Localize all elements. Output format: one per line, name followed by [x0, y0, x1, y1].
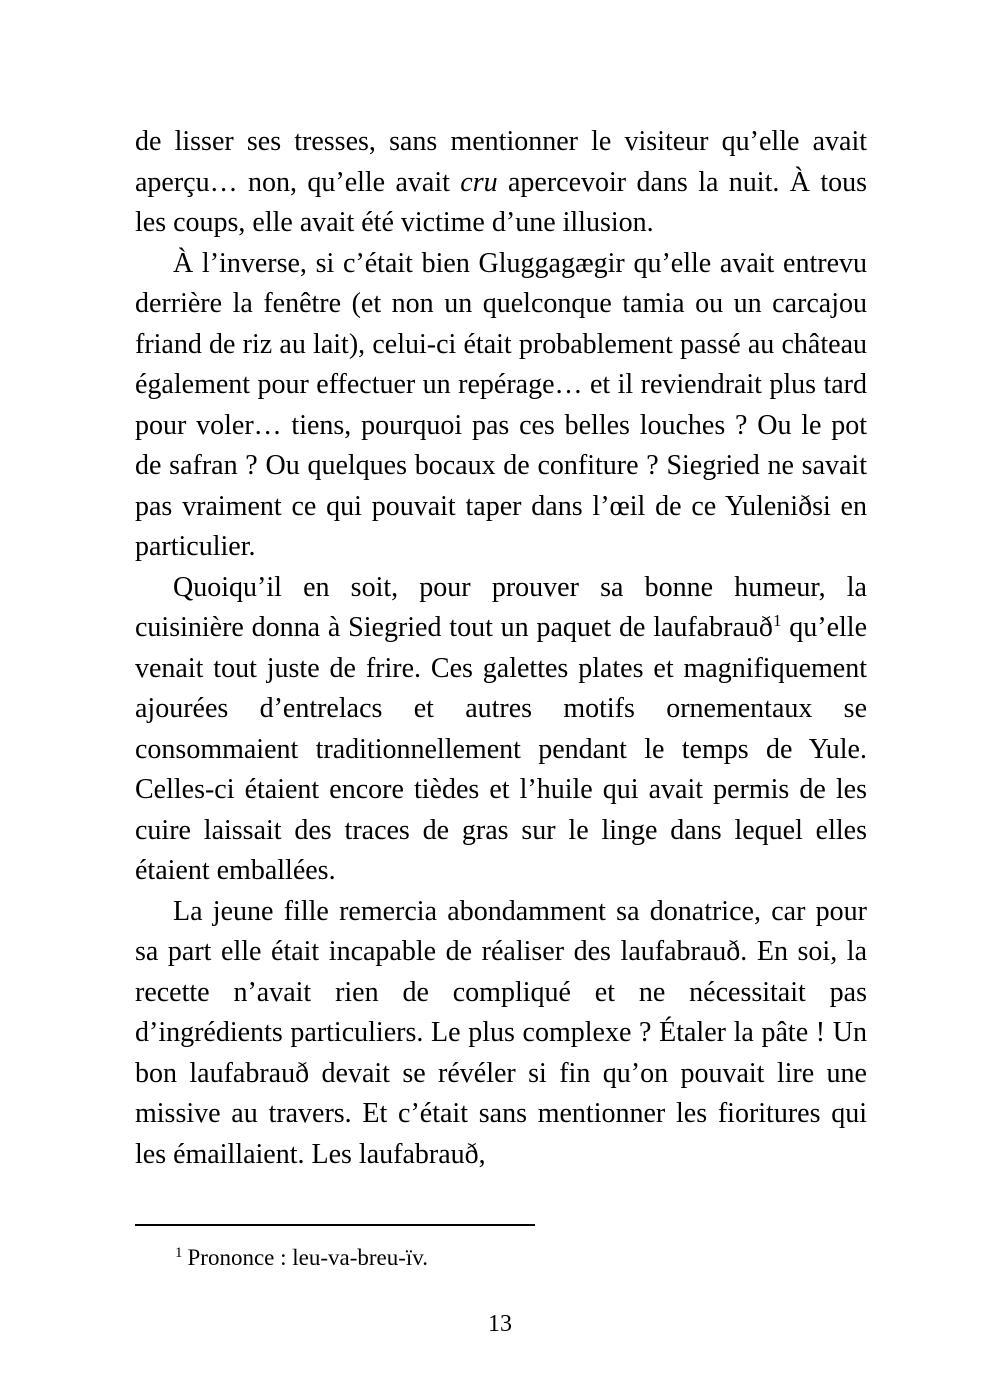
paragraph-1-emphasis: cru [460, 166, 498, 198]
body-text [135, 122, 867, 1175]
paragraph-4: La jeune fille remercia abondamment sa donatrice, car pour sa part elle était incapable de réaliser des laufabrauð. En soi, la recette n’avait rien de compliqué et ne nécessitait pas d’ingrédients particuliers. Le plus complexe ? Étaler la pâte ! Un bon laufabrauð devait se révéler si fin qu’on pouvait lire une missive au travers. Et c’était sans mentionner les fioritures qui les émaillaient. Les laufabrauð, [135, 895, 867, 1170]
footnote-reference: 1 [772, 611, 782, 630]
paragraph-1 [135, 122, 867, 244]
page-number: 13 [488, 1311, 512, 1337]
paragraph-2: À l’inverse, si c’était bien Gluggagægir qu’elle avait entrevu derrière la fenêtre (et non un quelconque tamia ou un carcajou friand de riz au lait), celui-ci était probablement passé au château également pour effectuer un repérage… et il reviendrait plus tard pour voler… tiens, pourquoi pas ces belles louches ? Ou le pot de safran ? Ou quelques bocaux de confiture ? Siegried ne savait pas vraiment ce qui pouvait taper dans l’œil de ce Yuleniðsi en particulier. [135, 247, 867, 562]
footnote-text: Prononce : leu-va-breu-ïv. [187, 1245, 429, 1270]
paragraph-1-text-end: apercevoir dans la nuit. À tous les coups, elle avait été victime d’une illusion. [135, 166, 868, 238]
footnote [175, 1243, 428, 1273]
paragraph-3-text-start: Quoiqu’il en soit, pour prouver sa bonne humeur, la cuisinière donna à Siegried tout un paquet de laufabrauð [135, 571, 867, 643]
paragraph-1-text-start: de lisser ses tresses, sans mentionner le visiteur qu’elle avait aperçu… non, qu’elle avait [135, 126, 867, 198]
paragraph-3-text-end: qu’elle venait tout juste de frire. Ces galettes plates et magnifiquement ajourées d’entrelacs et autres motifs ornementaux se consommaient traditionnellement pendant le temps de Yule. Celles-ci étaient encore tièdes et l’huile qui avait permis de les cuire laissait des traces de gras sur le linge dans lequel elles étaient emballées. [135, 612, 867, 886]
footnote-divider [135, 1224, 535, 1226]
footnote-marker: 1 [175, 1245, 183, 1261]
paragraph-3 [135, 568, 867, 892]
